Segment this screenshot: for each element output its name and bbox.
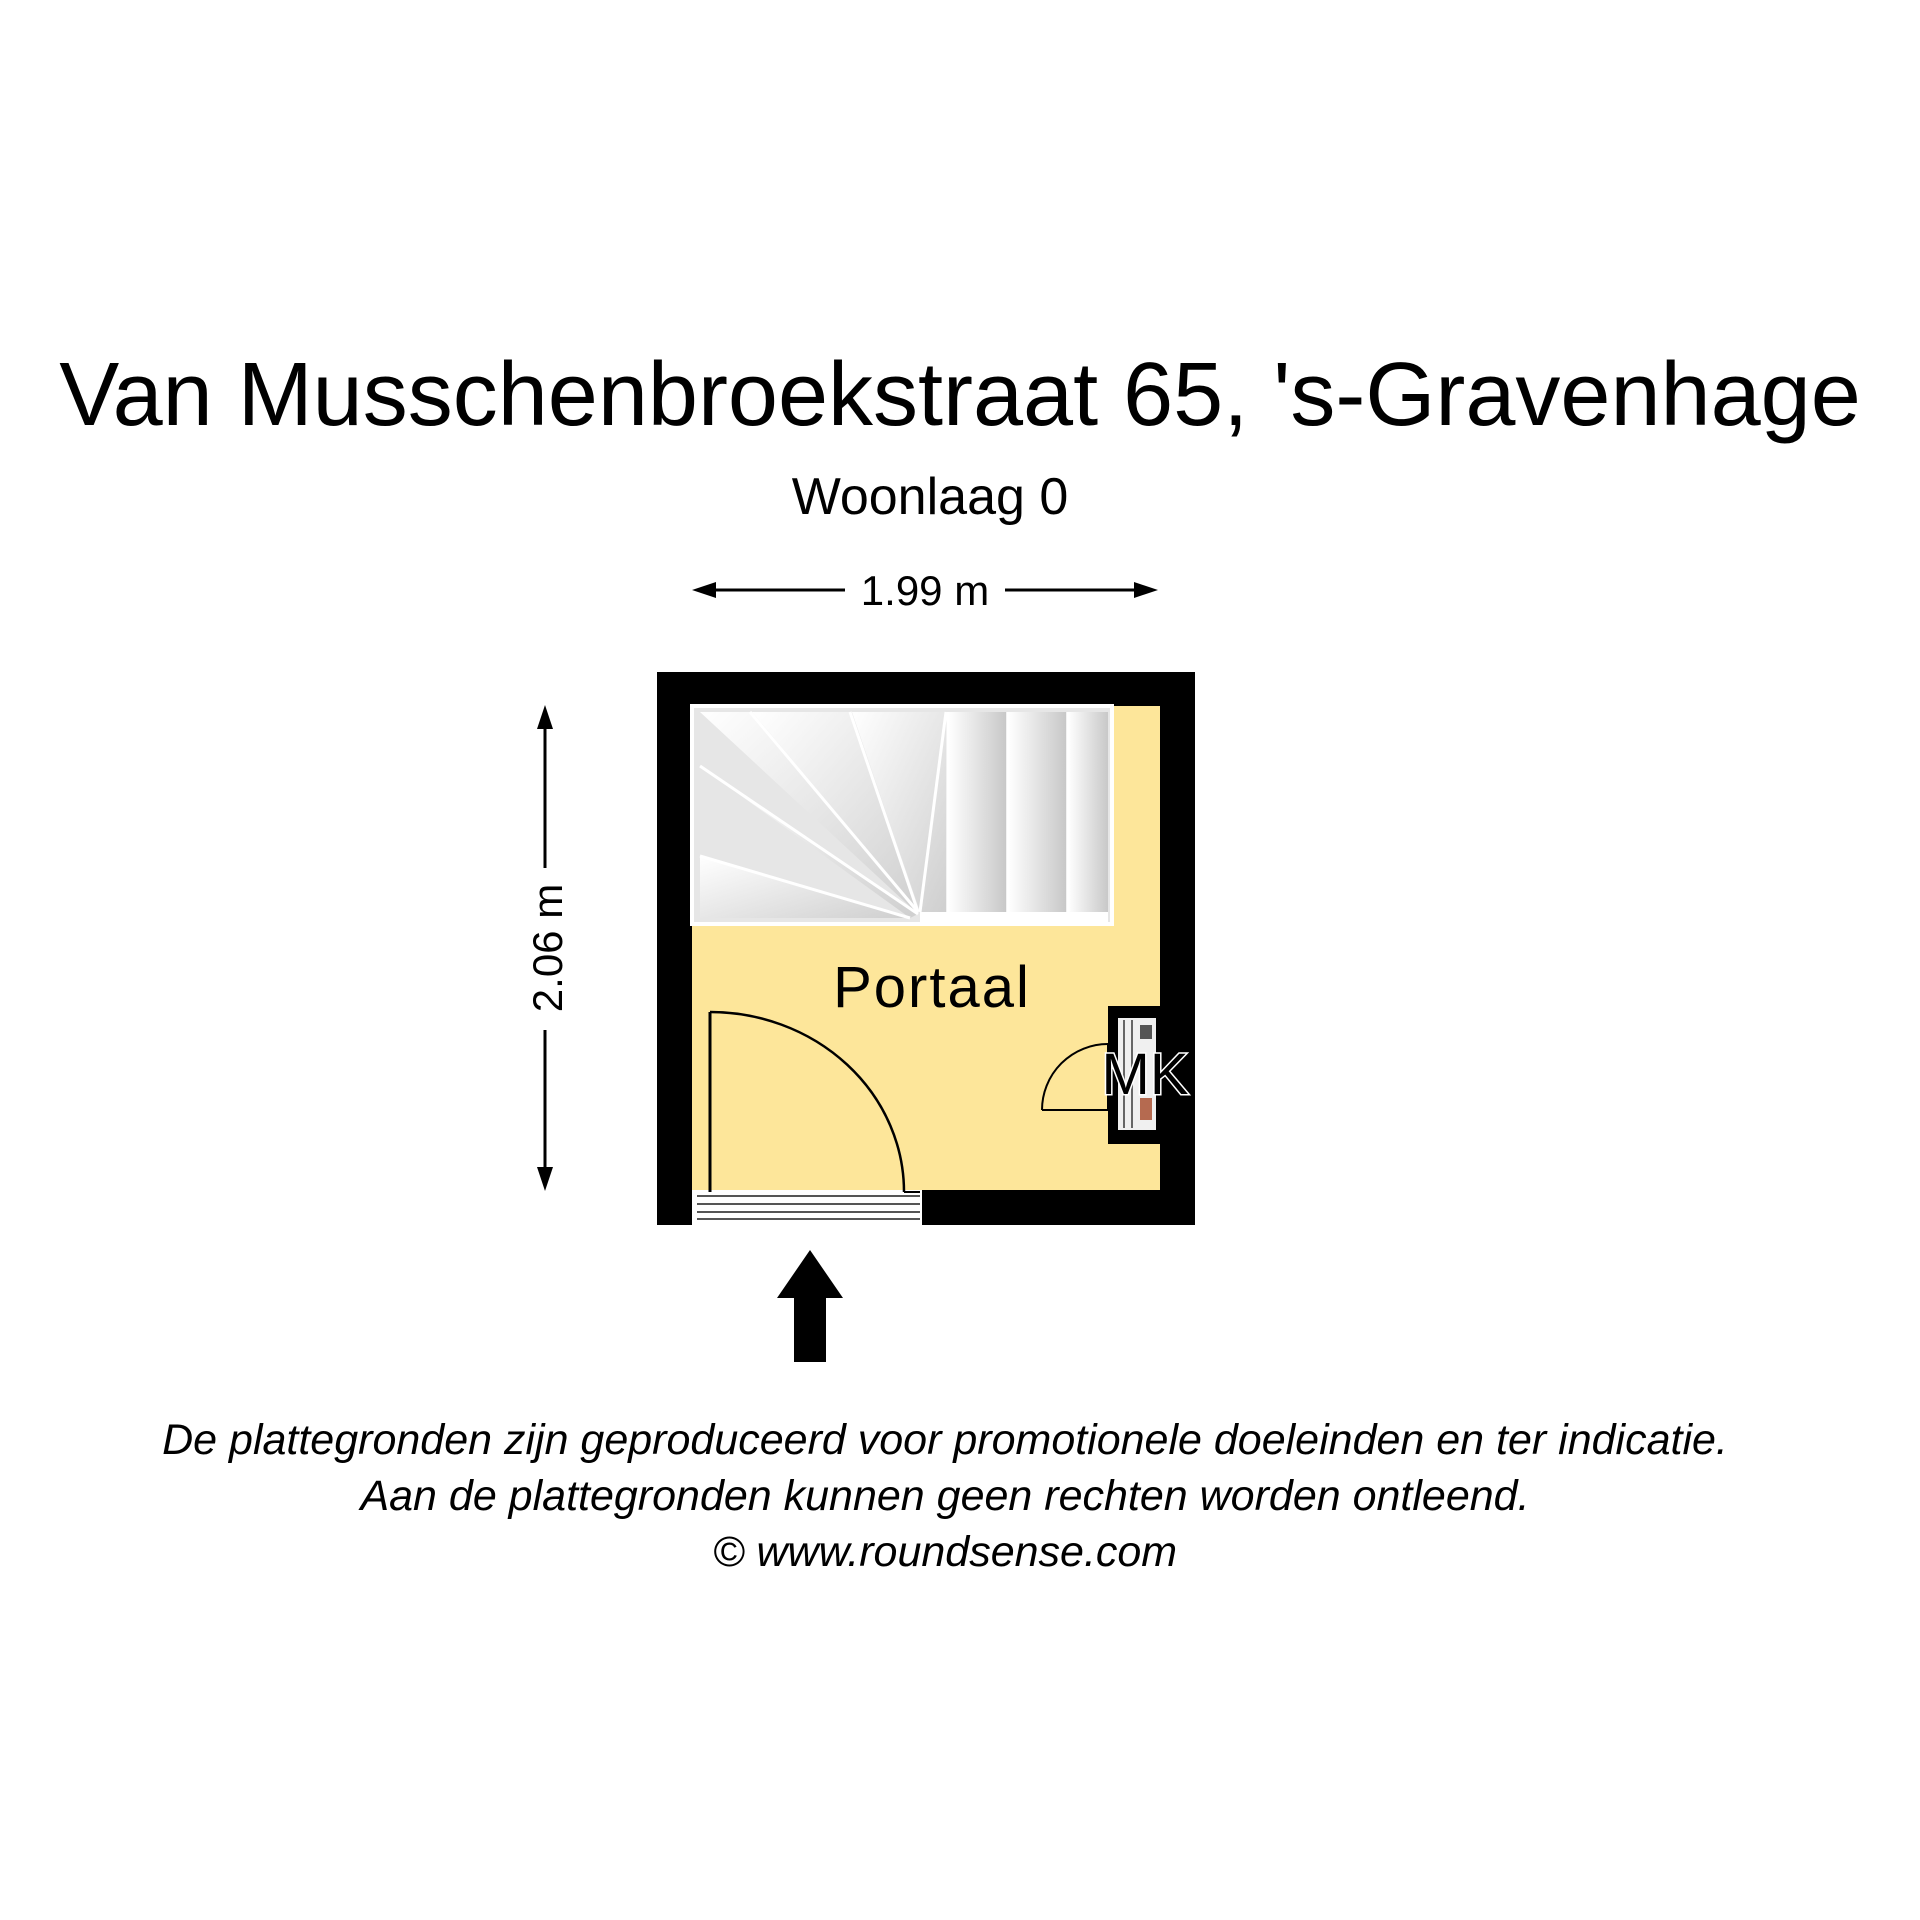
room-label: Portaal (833, 955, 1031, 1020)
stair-step (1008, 712, 1066, 918)
arrow-down-icon (537, 1167, 553, 1191)
staircase (692, 706, 1112, 924)
page-title: Van Musschenbroekstraat 65, 's-Gravenhage (59, 345, 1861, 445)
disclaimer-line-1: De plattegronden zijn geproduceerd voor promotionele doeleinden en ter indicatie. (162, 1416, 1728, 1464)
copyright-line: © www.roundsense.com (712, 1528, 1178, 1576)
entrance-arrow-icon (777, 1250, 843, 1362)
arrow-right-icon (1134, 582, 1158, 598)
width-label: 1.99 m (860, 567, 990, 614)
meter-cupboard-label: MK (1101, 1042, 1189, 1107)
stair-step (1068, 712, 1108, 918)
width-dimension (692, 567, 1158, 614)
arrow-left-icon (692, 582, 716, 598)
floor-level-label: Woonlaag 0 (791, 468, 1069, 526)
disclaimer-line-2: Aan de plattegronden kunnen geen rechten worden ontleend. (360, 1472, 1530, 1520)
height-label: 2.06 m (524, 883, 571, 1013)
meter-icon (1140, 1025, 1152, 1039)
height-dimension (524, 705, 571, 1191)
stair-step (948, 712, 1006, 918)
disclaimer (0, 1412, 1890, 1580)
arrow-up-icon (537, 705, 553, 729)
